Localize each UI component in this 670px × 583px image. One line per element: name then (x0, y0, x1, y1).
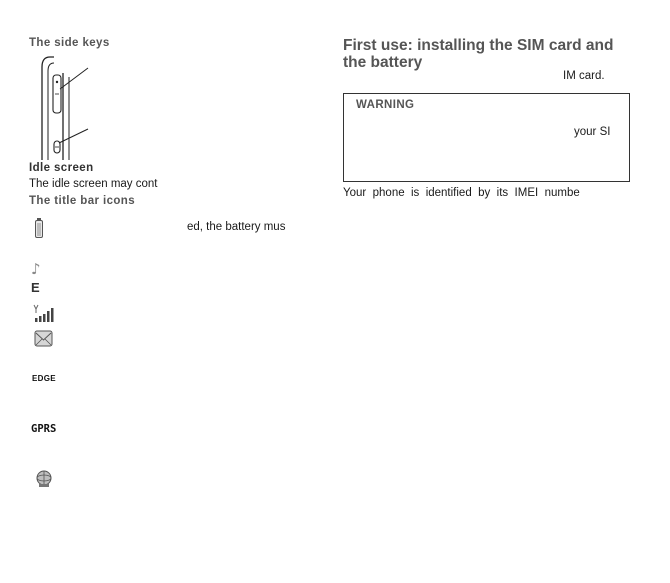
sim-card-text: IM card. (563, 70, 605, 82)
battery-icon (33, 217, 45, 239)
warning-text: your SI (574, 126, 611, 138)
sim-install-section-title: First use: installing the SIM card and the battery (343, 37, 614, 71)
edge-network-icon: EDGE (32, 374, 56, 383)
signal-strength-icon (31, 303, 55, 323)
gprs-network-icon: GPRS (31, 423, 57, 435)
music-note-icon: ♪ (31, 260, 41, 278)
idle-screen-text: The idle screen may cont (29, 178, 158, 190)
edge-e-icon: E (31, 280, 40, 295)
battery-description: ed, the battery mus (187, 221, 286, 233)
imei-text: Your phone is identified by its IMEI numbe (343, 187, 580, 199)
phone-side-illustration (36, 55, 106, 165)
browser-globe-icon (35, 469, 55, 489)
idle-screen-heading: Idle screen (29, 162, 94, 174)
warning-heading: WARNING (356, 99, 415, 111)
message-envelope-icon (34, 330, 54, 348)
title-bar-heading: The title bar icons (29, 195, 136, 207)
warning-box (343, 93, 630, 182)
side-keys-heading: The side keys (29, 37, 110, 49)
